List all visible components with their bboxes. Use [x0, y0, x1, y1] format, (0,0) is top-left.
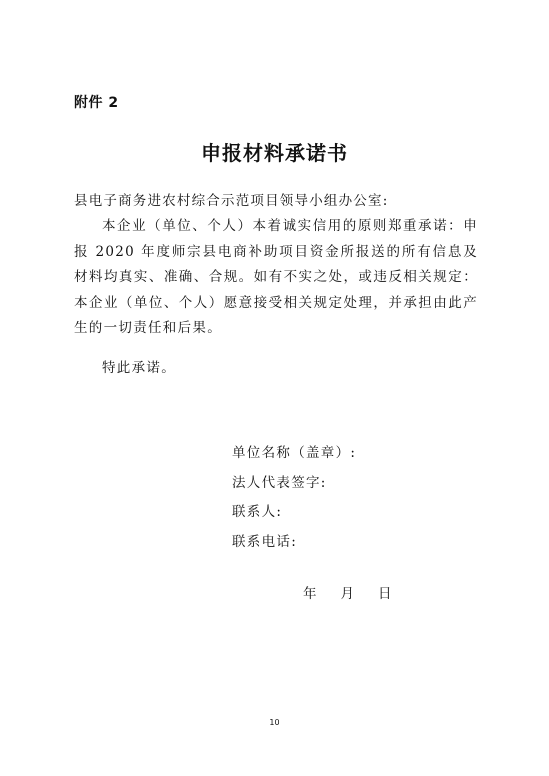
date-year: 年	[303, 586, 317, 602]
unit-name-field: 单位名称（盖章）:	[232, 445, 357, 461]
page-number: 10	[269, 718, 280, 727]
contact-phone-field: 联系电话:	[232, 533, 298, 550]
legal-rep-field: 法人代表签字:	[232, 474, 327, 491]
addressee-line: 县电子商务进农村综合示范项目领导小组办公室:	[74, 193, 389, 209]
date-month: 月	[340, 586, 354, 602]
attachment-label: 附件 2	[74, 95, 119, 111]
document-title: 申报材料承诺书	[201, 141, 348, 165]
signature-block	[232, 441, 356, 559]
date-day: 日	[378, 586, 392, 602]
contact-person-field: 联系人:	[232, 504, 283, 520]
date-line	[303, 582, 392, 602]
commitment-paragraph: 本企业（单位、个人）本着诚实信用的原则郑重承诺：申报 2020 年度师宗县电商补助项目资金所报送的所有信息及材料均真实、准确、合规。如有不实之处，或违反相关规定：本企业（单位、个人）愿意接受相关规定处理，并承担由此产生的一切责任和后果。	[74, 218, 478, 337]
closing-line: 特此承诺。	[102, 360, 176, 376]
